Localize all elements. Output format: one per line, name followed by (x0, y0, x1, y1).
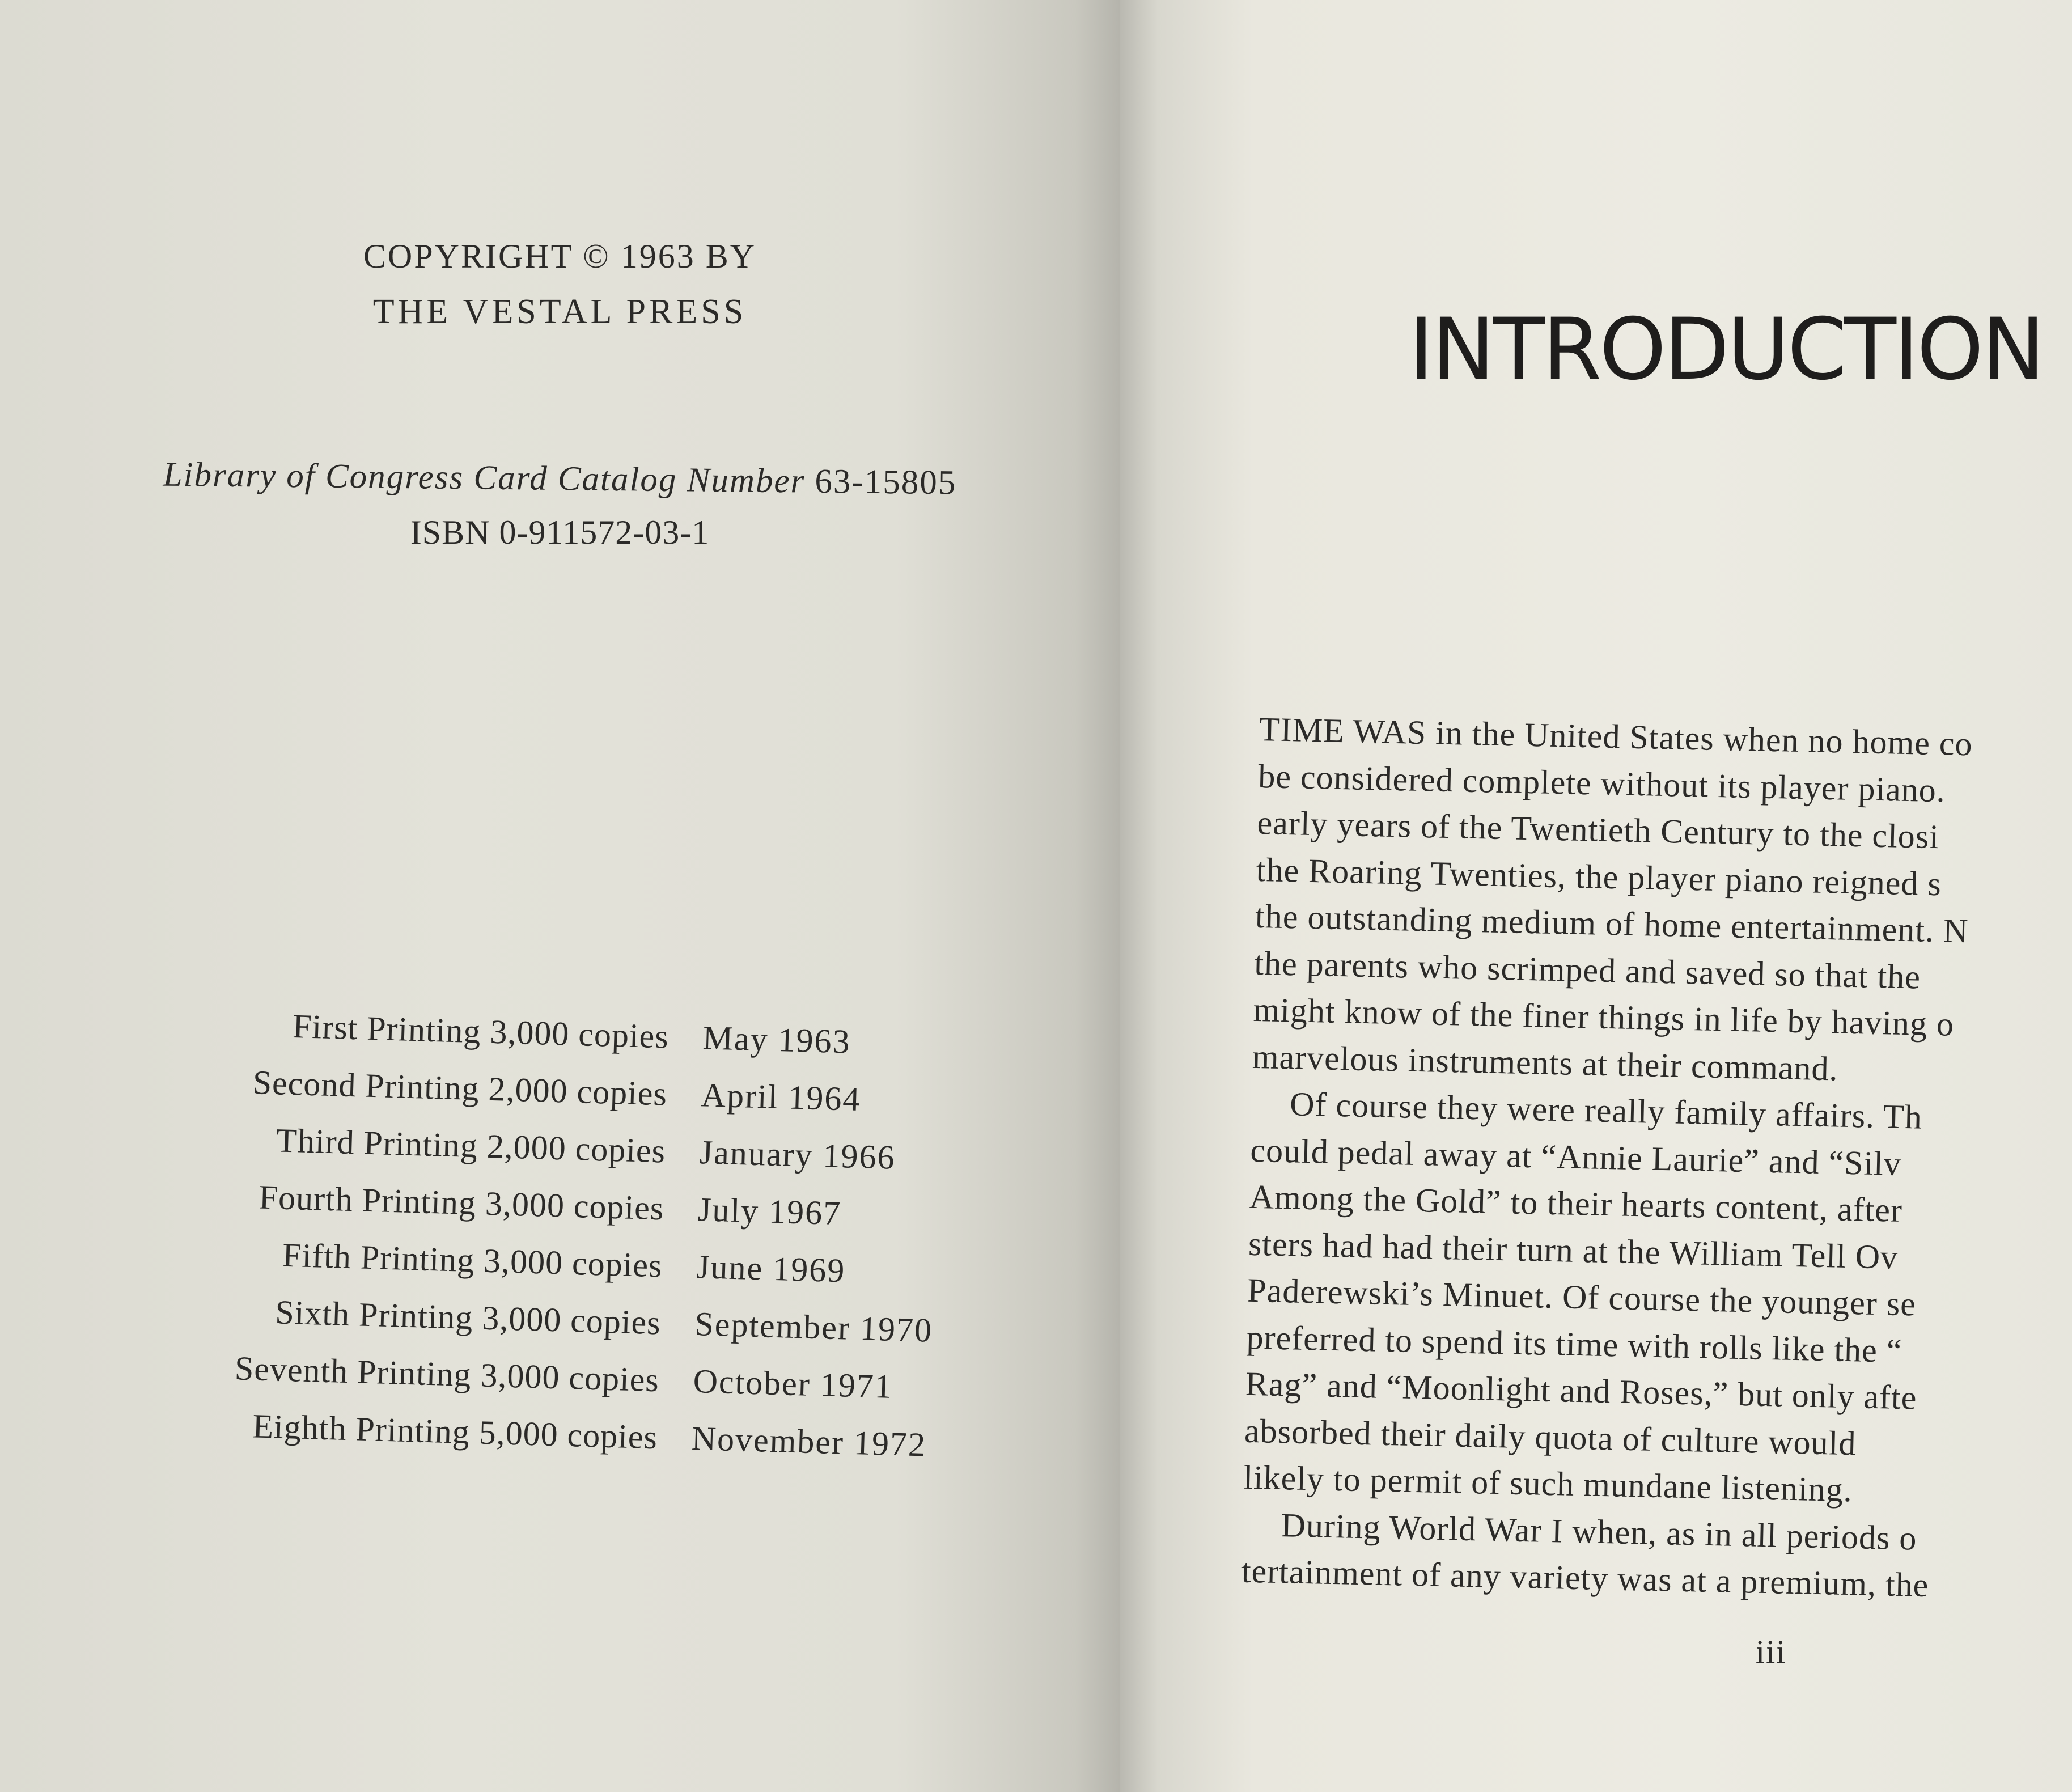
text-line: could pedal away at “Annie Laurie” and “Silv (1249, 1131, 1902, 1183)
printing-history (157, 1003, 991, 1484)
printing-label: Eighth Printing 5,000 copies (252, 1407, 658, 1456)
printing-date: November 1972 (691, 1419, 927, 1464)
text-line: During World War I when, as in all periods o (1281, 1506, 1918, 1557)
printing-label: Sixth Printing 3,000 copies (274, 1293, 662, 1342)
text-line: sters had had their turn at the William Tell Ov (1248, 1225, 1899, 1276)
text-line: Among the Gold” to their hearts content, after (1249, 1177, 1903, 1229)
chapter-title: INTRODUCTION (1409, 300, 2043, 399)
text-line: likely to permit of such mundane listening. (1243, 1458, 1853, 1509)
printing-date: April 1964 (700, 1076, 862, 1119)
printing-date: September 1970 (694, 1305, 933, 1349)
text-line: tertainment of any variety was at a premium, the (1241, 1552, 1930, 1604)
isbn: ISBN 0-911572-03-1 (410, 514, 710, 551)
publisher-name: THE VESTAL PRESS (372, 293, 747, 331)
printing-label: Fifth Printing 3,000 copies (282, 1236, 663, 1285)
text-line: Paderewski’s Minuet. Of course the younger se (1247, 1271, 1917, 1323)
printing-date: June 1969 (696, 1248, 846, 1290)
printing-label: Third Printing 2,000 copies (276, 1121, 666, 1170)
printing-label: First Printing 3,000 copies (292, 1007, 670, 1056)
copyright-line: COPYRIGHT © 1963 BY (363, 238, 757, 275)
text-line: the parents who scrimped and saved so that the (1253, 944, 1921, 996)
printing-label: Fourth Printing 3,000 copies (258, 1178, 665, 1227)
text-line: early years of the Twentieth Century to the closi (1256, 803, 1940, 856)
text-line: absorbed their daily quota of culture would (1244, 1412, 1857, 1462)
printing-date: July 1967 (697, 1191, 842, 1232)
text-line: might know of the finer things in life by having o (1253, 990, 1955, 1043)
page-number: iii (1756, 1633, 1787, 1670)
printing-date: January 1966 (699, 1133, 896, 1176)
text-line: the outstanding medium of home entertainment. N (1255, 897, 1969, 950)
text-line: the Roaring Twenties, the player piano reigned s (1256, 850, 1942, 903)
text-line: be considered complete without its player piano. (1257, 757, 1946, 809)
text-line: Of course they were really family affairs. Th (1289, 1085, 1923, 1136)
printing-label: Second Printing 2,000 copies (252, 1064, 668, 1113)
printing-label: Seventh Printing 3,000 copies (234, 1349, 660, 1399)
text-line: preferred to spend its time with rolls like the “ (1245, 1318, 1903, 1370)
text-line: TIME WAS in the United States when no home co (1259, 710, 1973, 763)
lccn-number: 63-15805 (815, 462, 957, 502)
intro-body (1241, 706, 1973, 1609)
lccn-label: Library of Congress Card Catalog Number (163, 455, 806, 501)
printing-date: October 1971 (692, 1362, 893, 1405)
text-line: marvelous instruments at their command. (1252, 1037, 1839, 1088)
printing-date: May 1963 (702, 1019, 851, 1061)
text-line: Rag” and “Moonlight and Roses,” but only afte (1245, 1365, 1918, 1417)
